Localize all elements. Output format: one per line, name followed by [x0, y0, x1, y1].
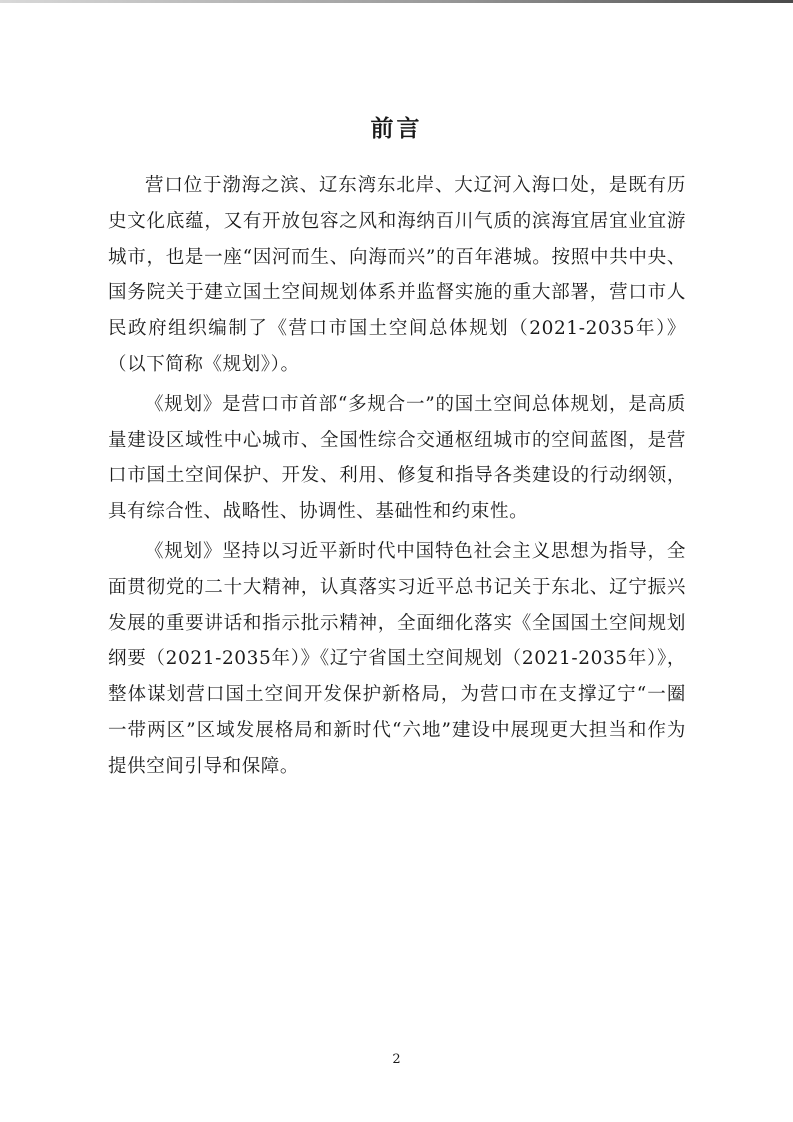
paragraph-intro: 营口位于渤海之滨、辽东湾东北岸、大辽河入海口处，是既有历史文化底蕴，又有开放包容之风和海纳百川气质的滨海宜居宜业宜游城市，也是一座“因河而生、向海而兴”的百年港城。按照中共中央、国务院关于建立国土空间规划体系并监督实施的重大部署，营口市人民政府组织编制了《营口市国土空间总体规划（2021-2035年）》（以下简称《规划》）。: [108, 175, 686, 375]
scan-top-edge: [0, 0, 793, 3]
page-title: 前言: [370, 115, 423, 142]
paragraph-positioning: 《规划》是营口市首部“多规合一”的国土空间总体规划，是高质量建设区域性中心城市、全国性综合交通枢纽城市的空间蓝图，是营口市国土空间保护、开发、利用、修复和指导各类建设的行动纲领，具有综合性、战略性、协调性、基础性和约束性。: [108, 393, 686, 523]
page-number: 2: [392, 1052, 401, 1067]
paragraph-guidance: 《规划》坚持以习近平新时代中国特色社会主义思想为指导，全面贯彻党的二十大精神，认真落实习近平总书记关于东北、辽宁振兴发展的重要讲话和指示批示精神，全面细化落实《全国国土空间规划纲要（2021-2035年）》《辽宁省国土空间规划（2021-2035年）》，整体谋划营口国土空间开发保护新格局，为营口市在支撑辽宁“一圈一带两区”区域发展格局和新时代“六地”建设中展现更大担当和作为提供空间引导和保障。: [108, 540, 686, 777]
body-text: [108, 168, 686, 789]
